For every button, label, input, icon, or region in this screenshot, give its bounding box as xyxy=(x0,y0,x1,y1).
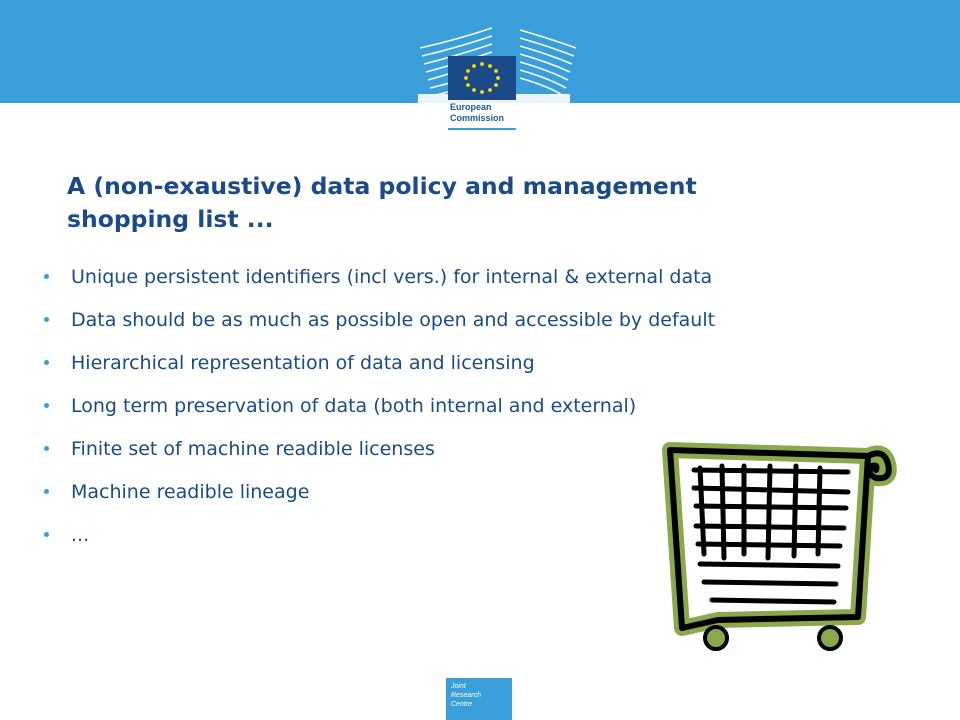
list-item xyxy=(44,471,715,514)
bullet-dot-icon xyxy=(44,403,49,408)
bullet-dot-icon xyxy=(44,489,49,494)
bullet-dot-icon xyxy=(44,360,49,365)
list-item xyxy=(44,385,715,428)
bullet-dot-icon xyxy=(44,317,49,322)
list-item-text: Finite set of machine readible licenses xyxy=(71,438,435,460)
european-commission-logo-text xyxy=(450,102,520,124)
shopping-cart-icon xyxy=(660,442,900,662)
list-item-text: Hierarchical representation of data and licensing xyxy=(71,352,535,374)
list-item-text: Data should be as much as possible open and accessible by default xyxy=(71,309,716,331)
jrc-logo xyxy=(446,678,512,720)
list-item-text: Long term preservation of data (both internal and external) xyxy=(71,395,637,417)
bullet-dot-icon xyxy=(44,274,49,279)
bullet-list xyxy=(44,256,715,557)
bullet-dot-icon xyxy=(44,532,49,537)
logo-text-line: European xyxy=(450,102,492,112)
list-item-text: Unique persistent identifiers (incl vers.) for internal & external data xyxy=(71,266,713,288)
list-item xyxy=(44,256,715,299)
list-item xyxy=(44,299,715,342)
jrc-text-line: Joint xyxy=(451,683,466,690)
logo-text-line: Commission xyxy=(450,113,505,123)
list-item-text: ... xyxy=(71,524,90,546)
slide-title-line-2: shopping list ... xyxy=(67,205,274,233)
list-item xyxy=(44,342,715,385)
slide-title-line-1: A (non-exaustive) data policy and management xyxy=(67,172,697,200)
jrc-text-line: Centre xyxy=(451,701,473,708)
list-item xyxy=(44,428,715,471)
list-item xyxy=(44,514,715,557)
slide-title xyxy=(67,170,867,236)
jrc-logo-text xyxy=(451,682,509,709)
jrc-text-line: Research xyxy=(451,692,481,699)
bullet-dot-icon xyxy=(44,446,49,451)
list-item-text: Machine readible lineage xyxy=(71,481,310,503)
